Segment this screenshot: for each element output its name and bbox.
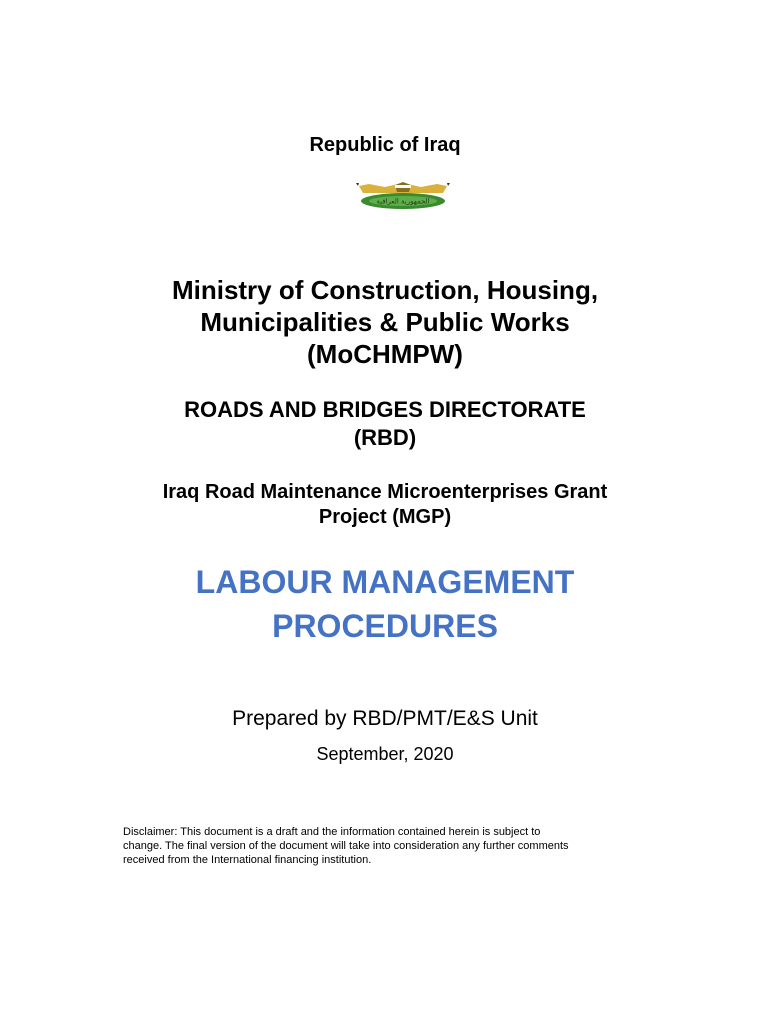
emblem-shield-band <box>395 185 411 188</box>
prepared-by: Prepared by RBD/PMT/E&S Unit <box>232 707 538 730</box>
iraq-emblem-icon <box>355 181 451 211</box>
disclaimer-line: Disclaimer: This document is a draft and the information contained herein is subject to <box>123 826 541 838</box>
document-date: September, 2020 <box>316 744 454 764</box>
document-title <box>0 560 770 648</box>
title-line: LABOUR MANAGEMENT <box>195 564 575 600</box>
title-line: PROCEDURES <box>272 608 498 644</box>
emblem-scroll-text: الجمهورية العراقية <box>376 197 430 206</box>
ministry-line: Ministry of Construction, Housing, <box>171 275 599 305</box>
ministry-line: Municipalities & Public Works <box>200 307 570 337</box>
disclaimer <box>123 825 653 867</box>
emblem-left-tip <box>356 183 359 186</box>
project-name <box>0 480 770 530</box>
disclaimer-line: received from the International financing institution. <box>123 854 372 866</box>
project-line: Project (MGP) <box>318 506 452 528</box>
ministry-name <box>0 274 770 370</box>
directorate-name <box>0 396 770 452</box>
directorate-line: ROADS AND BRIDGES DIRECTORATE <box>184 397 586 422</box>
project-line: Iraq Road Maintenance Microenterprises Grant <box>162 481 608 503</box>
directorate-line: (RBD) <box>353 425 417 450</box>
emblem-right-tip <box>447 183 450 186</box>
disclaimer-line: change. The final version of the document will take into consideration any further comments <box>123 840 569 852</box>
country-name: Republic of Iraq <box>309 134 461 156</box>
ministry-line: (MoCHMPW) <box>307 339 463 369</box>
